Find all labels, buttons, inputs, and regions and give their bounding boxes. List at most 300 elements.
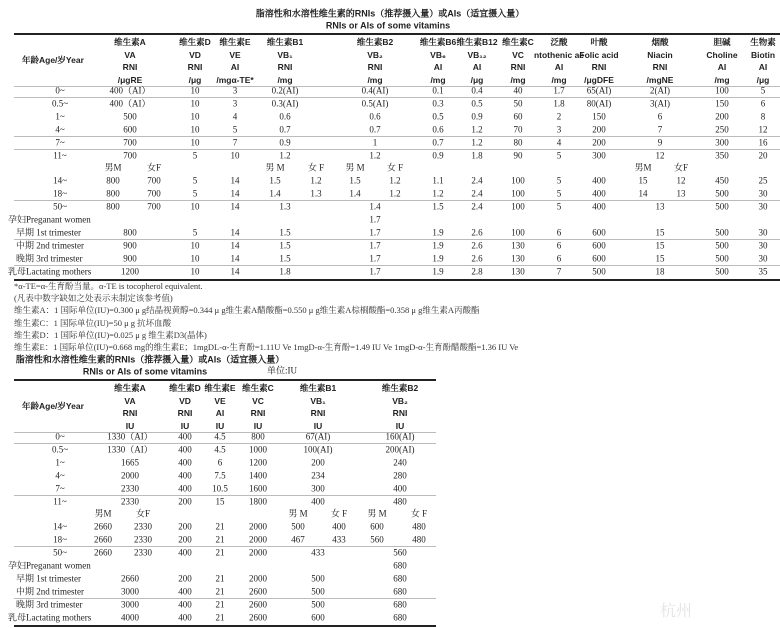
cell-b1_m: 1.5: [269, 175, 281, 186]
cell-vc: 1600: [249, 483, 267, 494]
column-header-cho: /mg: [714, 74, 730, 85]
cell-vc: 100: [511, 227, 525, 238]
cell-b12: 2.4: [471, 201, 483, 212]
cell-b2: 480: [393, 496, 407, 506]
cell-b1_f: 1.3: [310, 188, 322, 199]
cell-vc: 2600: [249, 612, 267, 623]
top-rule: [14, 33, 780, 35]
cell-pan: 4: [556, 137, 562, 148]
column-header-fol: /μgDFE: [584, 74, 614, 85]
column-header-fol: RNI: [591, 61, 607, 72]
cell-fol: 200: [592, 137, 606, 148]
cell-b2: 280: [393, 470, 407, 481]
cell-b6: 1.5: [432, 201, 444, 212]
cell-cho: 500: [715, 188, 729, 199]
cell-fol: 300: [592, 150, 606, 160]
cell-b12: 2.8: [471, 266, 483, 277]
cell-vc: 90: [513, 150, 523, 160]
cell-va_m: 800: [106, 188, 120, 199]
cell-b1: 400: [311, 496, 325, 506]
cell-cho: 500: [715, 227, 729, 238]
column-header-b1: IU: [313, 420, 323, 431]
cell-vc: 130: [511, 240, 525, 251]
column-header-b12: VB₁₂: [467, 49, 487, 60]
column-header-bio: /μg: [756, 74, 770, 85]
cell-ve: 15: [215, 496, 225, 506]
cell-vd: 400: [178, 444, 192, 455]
column-header-b12: AI: [472, 61, 482, 72]
column-header-vd: 维生素D: [169, 382, 201, 393]
cell-nia_f: 12: [676, 175, 686, 186]
column-header-b2: RNI: [392, 407, 408, 418]
cell-va: 1330（AI）: [107, 444, 153, 455]
cell-nia_m: 男M: [634, 162, 652, 173]
cell-fol: 400: [592, 188, 606, 199]
cell-bio: 8: [760, 111, 766, 122]
cell-b1: 0.3(AI): [271, 98, 299, 109]
footnote: *α-TE=α-生育酚当量。α-TE is tocopherol equivalent.: [14, 280, 203, 291]
column-header-b12: 维生素B12: [456, 36, 498, 47]
row-label: 7~: [55, 137, 65, 148]
cell-b6: 1.1: [432, 175, 444, 186]
cell-vd: 400: [178, 470, 192, 481]
cell-pan: 7: [556, 266, 562, 277]
row-label: 晚期 3rd trimester: [16, 253, 83, 264]
cell-ve: 14: [230, 175, 240, 186]
cell-b12: 2.6: [471, 240, 483, 251]
cell-b6: 1.9: [432, 253, 444, 264]
column-header-nia: 烟酸: [651, 36, 669, 47]
cell-cho: 250: [715, 124, 729, 135]
column-header-b1: RNI: [310, 407, 326, 418]
row-label: 0.5~: [51, 98, 69, 109]
cell-b1: 500: [311, 599, 325, 610]
cell-nia: 6: [657, 111, 663, 122]
cell-pan: 5: [556, 201, 562, 212]
cell-ve: 21: [215, 586, 225, 597]
row-divider: [14, 239, 780, 240]
cell-fol: 150: [592, 111, 606, 122]
cell-b6: 0.1: [432, 85, 444, 96]
cell-vd: 400: [178, 457, 192, 468]
cell-b1: 1.5: [279, 240, 291, 251]
cell-fol: 600: [592, 253, 606, 264]
cell-vd: 400: [178, 586, 192, 597]
cell-ve: 21: [215, 573, 225, 584]
cell-b2_f: 1.2: [389, 188, 401, 199]
cell-vc: 130: [511, 253, 525, 264]
cell-b12: 0.4: [471, 85, 483, 96]
cell-b2: 400: [393, 483, 407, 494]
cell-bio: 6: [760, 98, 766, 109]
table-title: 脂溶性和水溶性维生素的RNIs（推荐摄入量）或AIs（适宜摄入量）: [255, 8, 525, 19]
cell-b2_f: 女 F: [410, 508, 428, 519]
cell-va: 900: [123, 240, 137, 251]
cell-b1: 200: [311, 457, 325, 468]
cell-b12: 1.2: [471, 137, 483, 148]
cell-va_m: 800: [106, 201, 120, 212]
cell-vd: 10: [190, 266, 200, 277]
cell-b2: 560: [393, 547, 407, 558]
cell-vd: 400: [178, 431, 192, 442]
cell-va_f: 700: [147, 175, 161, 186]
cell-b2_f: 480: [412, 521, 426, 532]
column-header-vc: /mg: [510, 74, 526, 85]
cell-va: 1200: [121, 266, 139, 277]
column-header-nia: Niacin: [647, 49, 673, 60]
cell-va_f: 2330: [134, 547, 152, 558]
cell-vd: 200: [178, 534, 192, 545]
age-header: 年龄Age/岁Year: [22, 400, 84, 411]
cell-bio: 5: [760, 85, 766, 96]
cell-vc: 2600: [249, 599, 267, 610]
cell-fol: 65(AI): [586, 85, 612, 96]
cell-vd: 400: [178, 612, 192, 623]
column-header-va: 维生素A: [114, 36, 146, 47]
cell-b12: 1.8: [471, 150, 483, 160]
cell-vc: 1800: [249, 496, 267, 506]
cell-ve: 7: [232, 137, 238, 148]
cell-b1_m: 467: [291, 534, 305, 545]
cell-b1: 1.5: [279, 253, 291, 264]
row-label: 14~: [53, 175, 67, 186]
cell-cho: 350: [715, 150, 729, 160]
cell-b12: 2.4: [471, 188, 483, 199]
column-header-ve: 维生素E: [204, 382, 236, 393]
column-header-b2: RNI: [367, 61, 383, 72]
column-header-ve: VE: [229, 49, 241, 60]
cell-va: 1330（AI）: [107, 431, 153, 442]
row-label: 中期 2nd trimester: [16, 586, 84, 597]
cell-nia: 7: [657, 124, 663, 135]
cell-vd: 10: [190, 98, 200, 109]
column-header-vd: VD: [179, 395, 191, 406]
cell-b2: 1: [372, 137, 378, 148]
cell-b1_f: 女 F: [330, 508, 348, 519]
cell-b1: 1.5: [279, 227, 291, 238]
column-header-b1: 维生素B1: [299, 382, 337, 393]
cell-vd: 200: [178, 573, 192, 584]
footnote: 维生素D：1 国际单位(IU)=0.025 μ g 维生素D3(晶体): [14, 329, 207, 340]
cell-nia_m: 14: [638, 188, 648, 199]
cell-vc: 1400: [249, 470, 267, 481]
column-header-va: VA: [124, 395, 136, 406]
row-label: 50~: [53, 547, 67, 558]
cell-va_m: 800: [106, 175, 120, 186]
row-label: 乳母Lactating mothers: [8, 266, 92, 277]
cell-b2: 0.5(AI): [361, 98, 389, 109]
cell-va: 600: [123, 124, 137, 135]
row-label: 1~: [55, 111, 65, 122]
cell-b1: 234: [311, 470, 325, 481]
cell-b1: 300: [311, 483, 325, 494]
row-label: 中期 2nd trimester: [16, 240, 84, 251]
cell-b2: 1.7: [369, 253, 381, 264]
cell-bio: 16: [758, 137, 768, 148]
cell-b6: 0.3: [432, 98, 444, 109]
cell-va_m: 男M: [104, 162, 122, 173]
cell-nia: 3(AI): [650, 98, 670, 109]
cell-b1: 500: [311, 586, 325, 597]
cell-b12: 0.5: [471, 98, 483, 109]
cell-b1: 600: [311, 612, 325, 623]
footnote: 维生素A：1 国际单位(IU)=0.300 μ g结晶视黄醇=0.344 μ g维生素A醋酸酯=0.550 μ g维生素A棕榈酸酯=0.358 μ g维生素A丙酸酯: [14, 305, 480, 316]
cell-b12: 0.9: [471, 111, 483, 122]
column-header-ve: VE: [214, 395, 226, 406]
column-header-vd: RNI: [187, 61, 203, 72]
cell-nia_f: 女F: [673, 162, 689, 173]
cell-nia: 9: [657, 137, 663, 148]
cell-b12: 2.4: [471, 175, 483, 186]
column-header-vc: RNI: [250, 407, 266, 418]
column-header-b6: /mg: [430, 74, 446, 85]
cell-bio: 20: [758, 150, 768, 160]
cell-vc: 130: [511, 266, 525, 277]
column-header-b1: /mg: [277, 74, 293, 85]
age-header: 年龄Age/岁Year: [22, 54, 84, 65]
cell-cho: 100: [715, 85, 729, 96]
row-label: 50~: [53, 201, 67, 212]
column-header-cho: 胆碱: [713, 36, 731, 47]
column-header-va: /μgRE: [117, 74, 143, 85]
cell-fol: 400: [592, 175, 606, 186]
cell-ve: 10.5: [212, 483, 228, 494]
cell-ve: 21: [215, 547, 225, 558]
column-header-vc: 维生素C: [242, 382, 274, 393]
cell-bio: 30: [758, 253, 768, 264]
column-header-va: RNI: [122, 61, 138, 72]
cell-b2_m: 男 M: [367, 508, 387, 519]
cell-vc: 50: [513, 98, 523, 109]
cell-b12: 2.6: [471, 253, 483, 264]
column-header-b1: VB₁: [277, 49, 293, 60]
cell-ve: 6: [217, 457, 223, 468]
row-divider: [14, 546, 436, 547]
cell-va: 3000: [121, 599, 139, 610]
cell-b1_m: 500: [291, 521, 305, 532]
cell-b2: 0.7: [369, 124, 381, 135]
column-header-vd: IU: [180, 420, 190, 431]
cell-va_f: 女F: [135, 508, 151, 519]
column-header-cho: AI: [717, 61, 727, 72]
row-divider: [14, 136, 780, 137]
column-header-b2: 维生素B2: [381, 382, 419, 393]
column-header-va: 维生素A: [114, 382, 146, 393]
column-header-vc: VC: [512, 49, 524, 60]
cell-vd: 5: [192, 175, 198, 186]
row-label: 早期 1st trimester: [16, 227, 81, 238]
cell-b12: 1.2: [471, 124, 483, 135]
cell-va_f: 2330: [134, 521, 152, 532]
column-header-pan: /mg: [551, 74, 567, 85]
cell-nia: 18: [655, 266, 665, 277]
cell-vc: 2000: [249, 521, 267, 532]
cell-ve: 3: [232, 98, 238, 109]
cell-b2_m: 男 M: [345, 162, 365, 173]
cell-vd: 400: [178, 483, 192, 494]
cell-b2: 680: [393, 599, 407, 610]
cell-b2: 1.4: [369, 201, 381, 212]
cell-vc: 2600: [249, 586, 267, 597]
cell-cho: 450: [715, 175, 729, 186]
cell-vc: 60: [513, 111, 523, 122]
column-header-b6: AI: [433, 61, 443, 72]
cell-b6: 1.9: [432, 227, 444, 238]
cell-b2: 240: [393, 457, 407, 468]
column-header-bio: 生物素: [750, 36, 776, 47]
column-header-vc: VC: [252, 395, 264, 406]
row-label: 孕妇Preganant women: [8, 560, 91, 571]
cell-b1: 100(AI): [303, 444, 333, 455]
row-label: 11~: [53, 150, 67, 160]
cell-va_m: 2660: [94, 534, 112, 545]
cell-vd: 5: [192, 227, 198, 238]
footnote: 维生素E：1 国际单位(IU)=0.668 mg的维生素E；1mgDL-α-生育酚=1.11U Ve 1mgD-α-生育酚=1.49 IU Ve 1mgD-α-生育酚醋酸酯=1.36 IU Ve: [14, 341, 519, 352]
cell-nia: 2(AI): [650, 85, 670, 96]
column-header-pan: 泛酸: [550, 36, 568, 47]
cell-vd: 10: [190, 85, 200, 96]
cell-va: 400（AI）: [109, 98, 151, 109]
cell-vd: 10: [190, 240, 200, 251]
row-label: 孕妇Preganant women: [8, 214, 91, 225]
cell-bio: 30: [758, 227, 768, 238]
cell-va: 3000: [121, 586, 139, 597]
cell-ve: 4.5: [214, 431, 226, 442]
column-header-vd: RNI: [177, 407, 193, 418]
cell-b2: 1.7: [369, 266, 381, 277]
cell-vc: 2000: [249, 573, 267, 584]
column-header-b6: VB₆: [430, 49, 446, 60]
cell-nia: 13: [655, 201, 665, 212]
cell-nia_f: 13: [676, 188, 686, 199]
cell-b6: 0.7: [432, 137, 444, 148]
cell-va: 2000: [121, 470, 139, 481]
cell-b1: 0.6: [279, 111, 291, 122]
cell-vd: 10: [190, 201, 200, 212]
column-header-nia: /mgNE: [646, 74, 674, 85]
cell-vd: 5: [192, 150, 198, 160]
cell-pan: 6: [556, 240, 562, 251]
cell-b1: 1.3: [279, 201, 291, 212]
cell-va: 2330: [121, 483, 139, 494]
row-label: 11~: [53, 496, 67, 506]
row-label: 4~: [55, 470, 65, 481]
cell-b2_f: 1.2: [389, 175, 401, 186]
cell-b6: 0.6: [432, 124, 444, 135]
cell-cho: 200: [715, 111, 729, 122]
column-header-b1: RNI: [277, 61, 293, 72]
cell-fol: 200: [592, 124, 606, 135]
cell-va_m: 男M: [94, 508, 112, 519]
cell-vc: 1200: [249, 457, 267, 468]
cell-cho: 500: [715, 240, 729, 251]
column-header-ve: AI: [215, 407, 225, 418]
cell-vd: 200: [178, 521, 192, 532]
cell-b6: 1.9: [432, 240, 444, 251]
cell-b1_f: 400: [332, 521, 346, 532]
cell-pan: 1.7: [553, 85, 565, 96]
cell-b1_f: 1.2: [310, 175, 322, 186]
column-header-va: VA: [124, 49, 136, 60]
column-header-fol: 叶酸: [590, 36, 608, 47]
cell-b1: 67(AI): [305, 431, 331, 442]
cell-ve: 21: [215, 521, 225, 532]
cell-bio: 12: [758, 124, 768, 135]
cell-b2: 0.4(AI): [361, 85, 389, 96]
column-header-vd: 维生素D: [179, 36, 211, 47]
cell-vc: 100: [511, 175, 525, 186]
row-divider: [14, 200, 780, 201]
cell-b2_f: 女 F: [386, 162, 404, 173]
cell-va_f: 2330: [134, 534, 152, 545]
column-header-b2: VB₂: [367, 49, 383, 60]
cell-va_f: 700: [147, 201, 161, 212]
cell-b1_m: 男 M: [288, 508, 308, 519]
cell-b1_f: 433: [332, 534, 346, 545]
row-label: 1~: [55, 457, 65, 468]
cell-vd: 10: [190, 137, 200, 148]
cell-vc: 70: [513, 124, 523, 135]
cell-b1: 0.9: [279, 137, 291, 148]
cell-va: 900: [123, 253, 137, 264]
cell-va: 400（AI）: [109, 85, 151, 96]
cell-b1: 0.2(AI): [271, 85, 299, 96]
cell-vc: 40: [513, 85, 523, 96]
column-header-b2: /mg: [367, 74, 383, 85]
footnote: 维生素C：1 国际单位(IU)=50 μ g 抗坏血酸: [14, 317, 172, 328]
cell-pan: 5: [556, 150, 562, 160]
row-label: 18~: [53, 534, 67, 545]
cell-b2_m: 560: [370, 534, 384, 545]
cell-vc: 80: [513, 137, 523, 148]
cell-b1_m: 男 M: [265, 162, 285, 173]
cell-b2: 0.6: [369, 111, 381, 122]
cell-nia: 15: [655, 240, 665, 251]
cell-b6: 0.9: [432, 150, 444, 160]
cell-ve: 21: [215, 534, 225, 545]
row-label: 18~: [53, 188, 67, 199]
row-label: 乳母Lactating mothers: [8, 612, 92, 623]
column-header-b6: 维生素B6: [419, 36, 457, 47]
row-label: 14~: [53, 521, 67, 532]
column-header-ve: /mgα-TE*: [216, 74, 254, 85]
cell-va_m: 2660: [94, 547, 112, 558]
row-label: 0~: [55, 431, 65, 442]
row-divider: [14, 443, 436, 444]
cell-ve: 7.5: [214, 470, 226, 481]
cell-va: 500: [123, 111, 137, 122]
top-rule: [14, 379, 436, 381]
cell-b1_f: 女 F: [307, 162, 325, 173]
column-header-nia: RNI: [652, 61, 668, 72]
cell-nia_m: 15: [638, 175, 648, 186]
cell-vc: 100: [511, 188, 525, 199]
cell-nia: 12: [655, 150, 665, 160]
cell-b2: 1.7: [369, 214, 381, 225]
cell-vc: 2000: [249, 547, 267, 558]
cell-b2: 1.2: [369, 150, 381, 160]
cell-ve: 14: [230, 188, 240, 199]
column-header-b1: 维生素B1: [266, 36, 304, 47]
cell-pan: 6: [556, 253, 562, 264]
cell-b12: 2.6: [471, 227, 483, 238]
cell-vd: 400: [178, 547, 192, 558]
cell-ve: 5: [232, 124, 238, 135]
column-header-va: IU: [125, 420, 135, 431]
column-header-b2: IU: [395, 420, 405, 431]
row-divider: [14, 495, 436, 496]
cell-bio: 30: [758, 240, 768, 251]
